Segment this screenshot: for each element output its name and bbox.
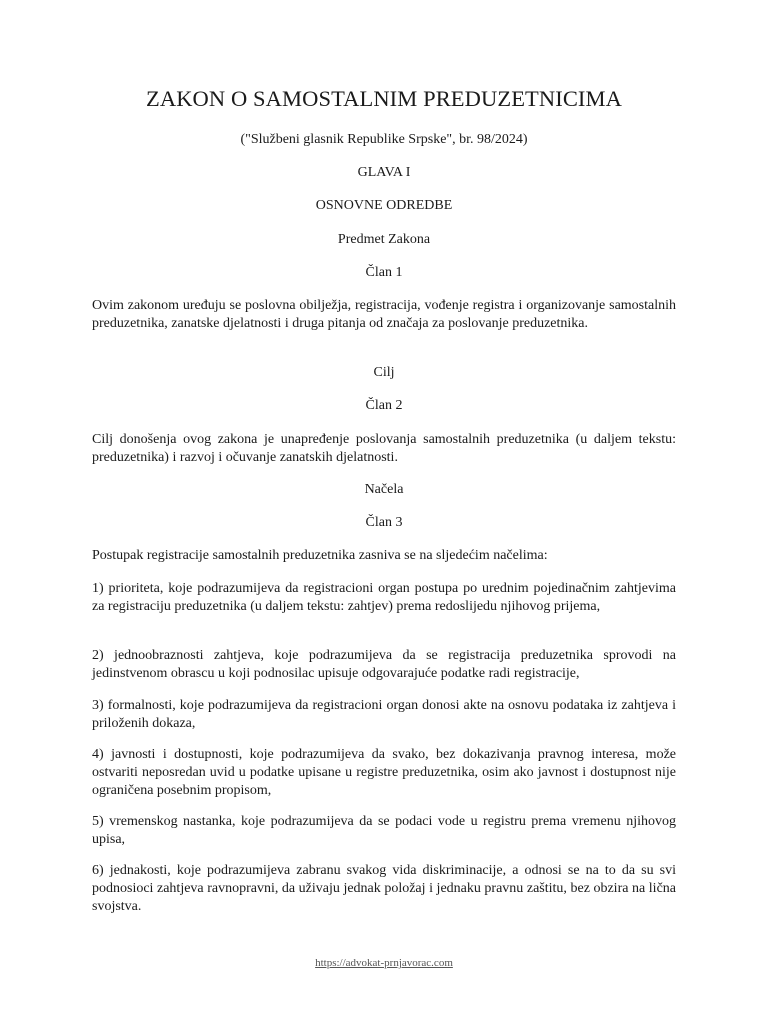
article-2-text: Cilj donošenja ovog zakona je unapređenje poslovanja samostalnih preduzetnika (u daljem tekstu: preduzetnika) i razvoj i očuvanje zanatskih djelatnosti. — [92, 432, 676, 465]
principle-item: 6) jednakosti, koje podrazumijeva zabranu svakog vida diskriminacije, a odnosi se na to da su svi podnosioci zahtjeva ravnopravni, da uživaju jednak položaj i jednaku pravnu zaštitu, bez obzira na lična svojstva. — [92, 863, 676, 914]
gazette-reference: ("Službeni glasnik Republike Srpske", br. 98/2024) — [240, 132, 528, 147]
principle-item: 1) prioriteta, koje podrazumijeva da registracioni organ postupa po urednim pojedinačnim zahtjevima za registraciju preduzetnika (u daljem tekstu: zahtjev) prema redoslijedu njihovog prijema, — [92, 581, 676, 614]
chapter-title: OSNOVNE ODREDBE — [315, 198, 453, 213]
article-3-intro: Postupak registracije samostalnih preduzetnika zasniva se na sljedećim načelima: — [92, 548, 548, 563]
chapter-number: GLAVA I — [357, 165, 411, 180]
principle-item: 5) vremenskog nastanka, koje podrazumijeva da se podaci vode u registru prema vremenu njihovog upisa, — [92, 814, 676, 847]
article-3-label: Član 3 — [365, 515, 403, 530]
section-heading-subject: Predmet Zakona — [337, 232, 431, 247]
article-1-text: Ovim zakonom uređuju se poslovna obilježja, registracija, vođenje registra i organizovanje samostalnih preduzetnika, zanatske djelatnosti i druga pitanja od značaja za poslovanje preduzetnika. — [92, 298, 676, 331]
article-1-label: Član 1 — [365, 265, 403, 280]
principle-item: 2) jednoobraznosti zahtjeva, koje podrazumijeva da se registracija preduzetnika sprovodi na jedinstvenom obrascu u koji podnosilac upisuje odgovarajuće podatke radi registracije, — [92, 648, 676, 681]
footer-website-link[interactable]: https://advokat-prnjavorac.com — [315, 957, 453, 969]
principle-item: 4) javnosti i dostupnosti, koje podrazumijeva da svako, bez dokazivanja pravnog interesa, može ostvariti neposredan uvid u podatke upisane u registre preduzetnika, osim ako javnost i dostupnost nije ograničena posebnim propisom, — [92, 747, 676, 798]
article-2-label: Član 2 — [365, 398, 403, 413]
section-heading-goal: Cilj — [373, 365, 395, 380]
document-title: ZAKON O SAMOSTALNIM PREDUZETNICIMA — [146, 86, 622, 111]
principle-item: 3) formalnosti, koje podrazumijeva da registracioni organ donosi akte na osnovu podataka iz zahtjeva i priloženih dokaza, — [92, 698, 676, 731]
section-heading-principles: Načela — [364, 482, 404, 497]
